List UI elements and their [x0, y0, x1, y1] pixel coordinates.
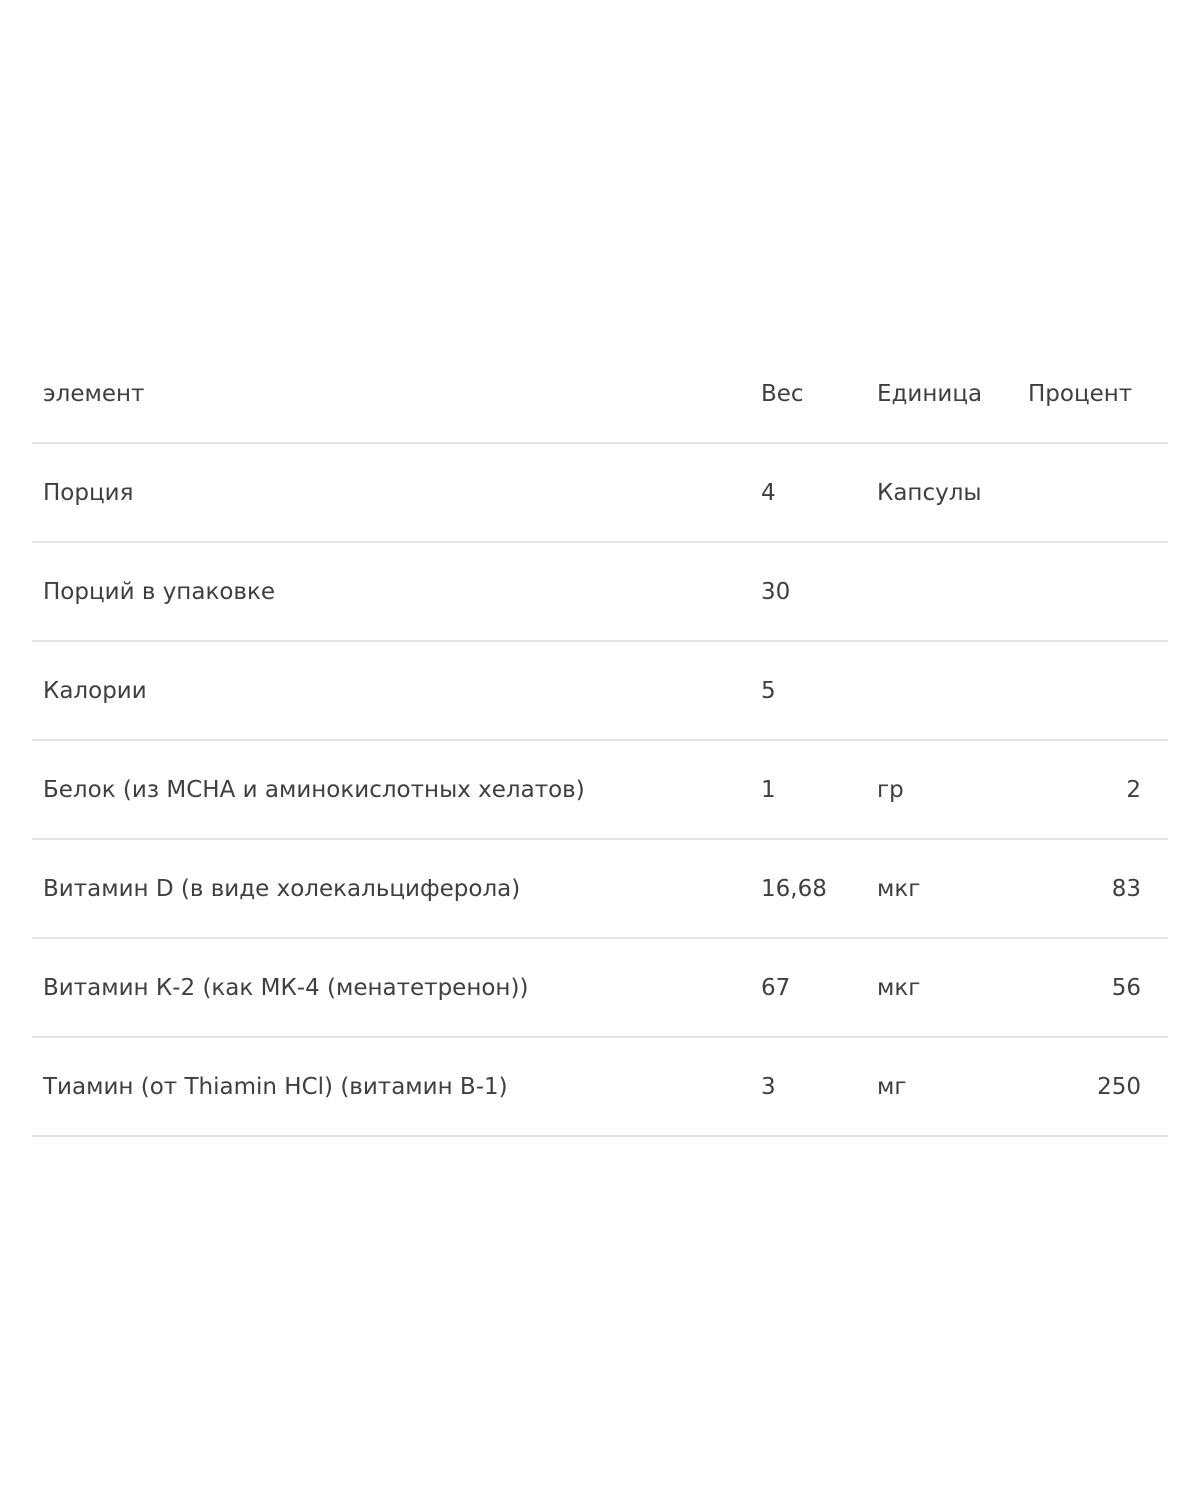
cell-weight: 5	[761, 677, 776, 704]
cell-unit: мг	[877, 1073, 907, 1100]
cell-unit	[866, 641, 1026, 740]
cell-element: Порция	[43, 479, 134, 506]
cell-weight: 4	[761, 479, 776, 506]
cell-unit: гр	[877, 776, 904, 803]
cell-percent	[1026, 542, 1168, 641]
header-element: элемент	[43, 380, 145, 407]
table-header-row	[32, 345, 1168, 443]
cell-unit	[866, 542, 1026, 641]
cell-unit: мкг	[877, 974, 921, 1001]
cell-percent: 250	[1097, 1073, 1141, 1100]
cell-element: Тиамин (от Thiamin HCl) (витамин B-1)	[43, 1073, 508, 1100]
cell-percent: 83	[1111, 875, 1141, 902]
table-row	[32, 938, 1168, 1037]
header-unit: Единица	[877, 380, 983, 407]
nutrition-table-container	[32, 345, 1168, 1137]
cell-percent: 2	[1126, 776, 1141, 803]
cell-weight: 1	[761, 776, 776, 803]
header-weight: Вес	[761, 380, 804, 407]
table-row	[32, 740, 1168, 839]
cell-weight: 16,68	[761, 875, 827, 902]
cell-percent	[1026, 641, 1168, 740]
cell-weight: 67	[761, 974, 791, 1001]
table-row	[32, 1037, 1168, 1136]
cell-element: Калории	[43, 677, 147, 704]
cell-element: Витамин D (в виде холекальциферола)	[43, 875, 521, 902]
cell-element: Белок (из MCHA и аминокислотных хелатов)	[43, 776, 585, 803]
cell-element: Порций в упаковке	[43, 578, 275, 605]
cell-percent: 56	[1111, 974, 1141, 1001]
table-row	[32, 641, 1168, 740]
table-row	[32, 542, 1168, 641]
cell-unit: мкг	[877, 875, 921, 902]
table-body	[32, 443, 1168, 1136]
table-row	[32, 839, 1168, 938]
table-header	[32, 345, 1168, 443]
cell-unit: Капсулы	[877, 479, 982, 506]
cell-element: Витамин К-2 (как МК-4 (менатетренон))	[43, 974, 529, 1001]
cell-weight: 3	[761, 1073, 776, 1100]
header-percent: Процент	[1028, 380, 1133, 407]
table-row	[32, 443, 1168, 542]
nutrition-table	[32, 345, 1168, 1137]
cell-weight: 30	[761, 578, 791, 605]
cell-percent	[1026, 443, 1168, 542]
